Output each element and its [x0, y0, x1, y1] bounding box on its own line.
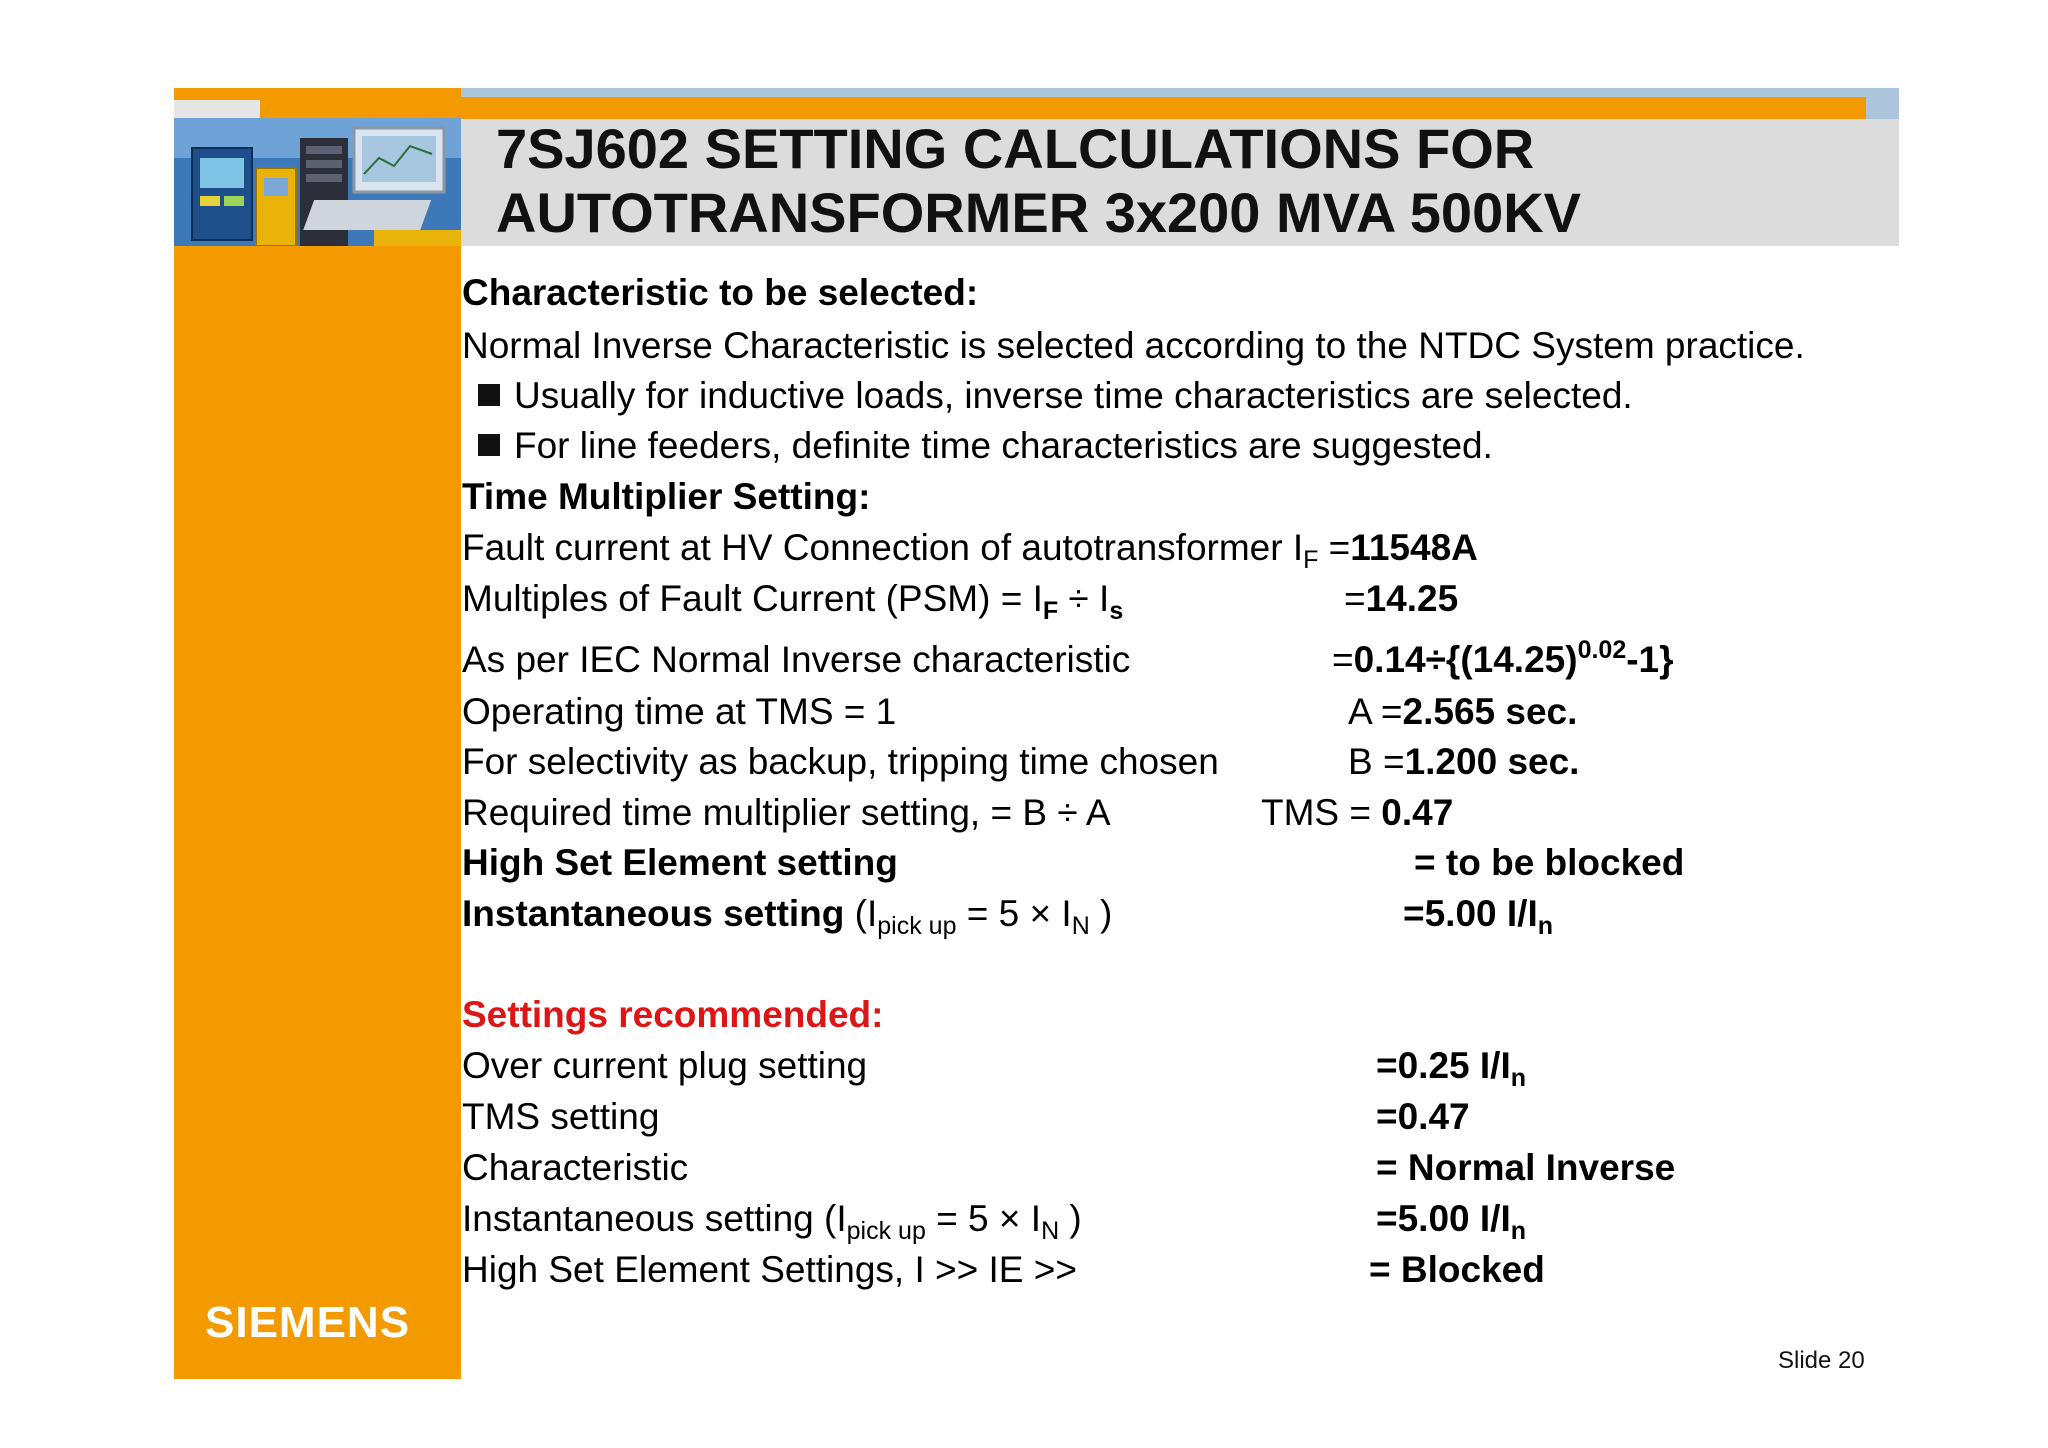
slide-number: Slide 20 [1778, 1347, 1865, 1374]
characteristic-text: Normal Inverse Characteristic is selected according to the NTDC System practice. [462, 325, 1805, 366]
iec-formula-row [1332, 637, 1674, 683]
instantaneous-value-subscript: n [1537, 912, 1554, 940]
selectivity-value-row [1348, 739, 1579, 785]
recommended-row-label: TMS setting [462, 1096, 660, 1137]
selectivity-value: 1.200 sec. [1404, 741, 1580, 782]
psm-equals: = [1344, 578, 1366, 619]
square-bullet-icon [478, 384, 500, 406]
psm-subscript-s: s [1109, 597, 1124, 625]
recommended-row-value [1376, 1043, 1527, 1092]
instantaneous-subscript-n: N [1071, 912, 1090, 940]
recommended-row-label: High Set Element Settings, I >> IE >> [462, 1249, 1077, 1290]
settings-recommended-heading: Settings recommended: [462, 994, 884, 1035]
required-tms-equals: TMS = [1261, 792, 1382, 833]
characteristic-heading: Characteristic to be selected: [462, 272, 979, 313]
required-tms-value-row [1261, 790, 1453, 836]
top-accent-orange-bar [461, 97, 1866, 119]
psm-label-row [462, 576, 1124, 625]
square-bullet-icon [478, 434, 500, 456]
rec-inst-mid: = 5 × I [925, 1198, 1042, 1239]
bullet-item-2 [478, 423, 1493, 469]
fault-current-label: Fault current at HV Connection of autotransformer I [462, 527, 1304, 568]
rec-inst-value: =5.00 I/I [1376, 1198, 1511, 1239]
characteristic-value: = Normal Inverse [1376, 1147, 1676, 1188]
operating-time-value: 2.565 sec. [1402, 691, 1578, 732]
recommended-instantaneous-label-row [462, 1196, 1082, 1245]
header-equipment-image [174, 118, 461, 246]
operating-time-equals: A = [1348, 691, 1403, 732]
iec-equals: = [1332, 639, 1354, 680]
equipment-illustration-icon [174, 118, 461, 246]
fault-current-value: 11548A [1350, 527, 1478, 568]
fault-current-row [462, 525, 1478, 574]
orange-sidebar [174, 88, 461, 1379]
required-tms-label: Required time multiplier setting, = B ÷ A [462, 792, 1111, 833]
rec-inst-subscript-n: N [1041, 1217, 1060, 1245]
instantaneous-close: ) [1089, 893, 1113, 934]
tms-setting-value: =0.47 [1376, 1096, 1470, 1137]
plug-setting-value: =0.25 I/I [1376, 1045, 1511, 1086]
high-set-value: = to be blocked [1414, 842, 1685, 883]
top-accent-blue-bar [461, 88, 1899, 97]
operating-time-value-row [1348, 689, 1577, 735]
rec-inst-close: ) [1059, 1198, 1082, 1239]
instantaneous-subscript-pickup: pick up [877, 912, 957, 940]
psm-value-row [1344, 576, 1458, 622]
iec-exponent: 0.02 [1577, 636, 1627, 664]
rec-inst-value-subscript: n [1510, 1217, 1527, 1245]
recommended-row-label: Over current plug setting [462, 1045, 868, 1086]
fault-current-subscript: F [1303, 546, 1319, 574]
slide-title [496, 117, 1886, 245]
top-accent-end-block [1866, 97, 1899, 119]
instantaneous-paren-open: (I [844, 893, 878, 934]
bullet-text-2: For line feeders, definite time characteristics are suggested. [514, 425, 1493, 466]
instantaneous-value: =5.00 I/I [1403, 893, 1538, 934]
title-line-2: AUTOTRANSFORMER 3x200 MVA 500KV [496, 181, 1581, 244]
recommended-row-label: Characteristic [462, 1147, 689, 1188]
instantaneous-mid: = 5 × I [956, 893, 1072, 934]
required-tms-value: 0.47 [1381, 792, 1454, 833]
iec-label: As per IEC Normal Inverse characteristic [462, 639, 1131, 680]
bullet-item-1 [478, 373, 1633, 419]
tms-heading: Time Multiplier Setting: [462, 476, 871, 517]
psm-subscript-f: F [1042, 597, 1059, 625]
rec-inst-subscript-pickup: pick up [846, 1217, 926, 1245]
instantaneous-label: Instantaneous setting [462, 893, 845, 934]
recommended-instantaneous-value-row [1376, 1196, 1527, 1245]
psm-label: Multiples of Fault Current (PSM) = I [462, 578, 1043, 619]
iec-formula-tail: -1} [1626, 639, 1674, 680]
title-line-1: 7SJ602 SETTING CALCULATIONS FOR [496, 117, 1535, 180]
sidebar-top-tab [174, 100, 260, 118]
psm-divide: ÷ I [1058, 578, 1110, 619]
rec-inst-label: Instantaneous setting (I [462, 1198, 847, 1239]
bullet-text-1: Usually for inductive loads, inverse time characteristics are selected. [514, 375, 1633, 416]
high-set-label: High Set Element setting [462, 842, 898, 883]
instantaneous-row [462, 891, 1113, 940]
instantaneous-value-row [1403, 891, 1554, 940]
iec-formula: 0.14÷{(14.25) [1353, 639, 1578, 680]
fault-current-equals: = [1318, 527, 1351, 568]
plug-setting-subscript: n [1510, 1064, 1527, 1092]
operating-time-label: Operating time at TMS = 1 [462, 691, 897, 732]
psm-value: 14.25 [1365, 578, 1459, 619]
high-set-settings-value: = Blocked [1369, 1249, 1545, 1290]
selectivity-equals: B = [1348, 741, 1405, 782]
selectivity-label: For selectivity as backup, tripping time chosen [462, 741, 1219, 782]
siemens-logo: SIEMENS [205, 1298, 411, 1347]
